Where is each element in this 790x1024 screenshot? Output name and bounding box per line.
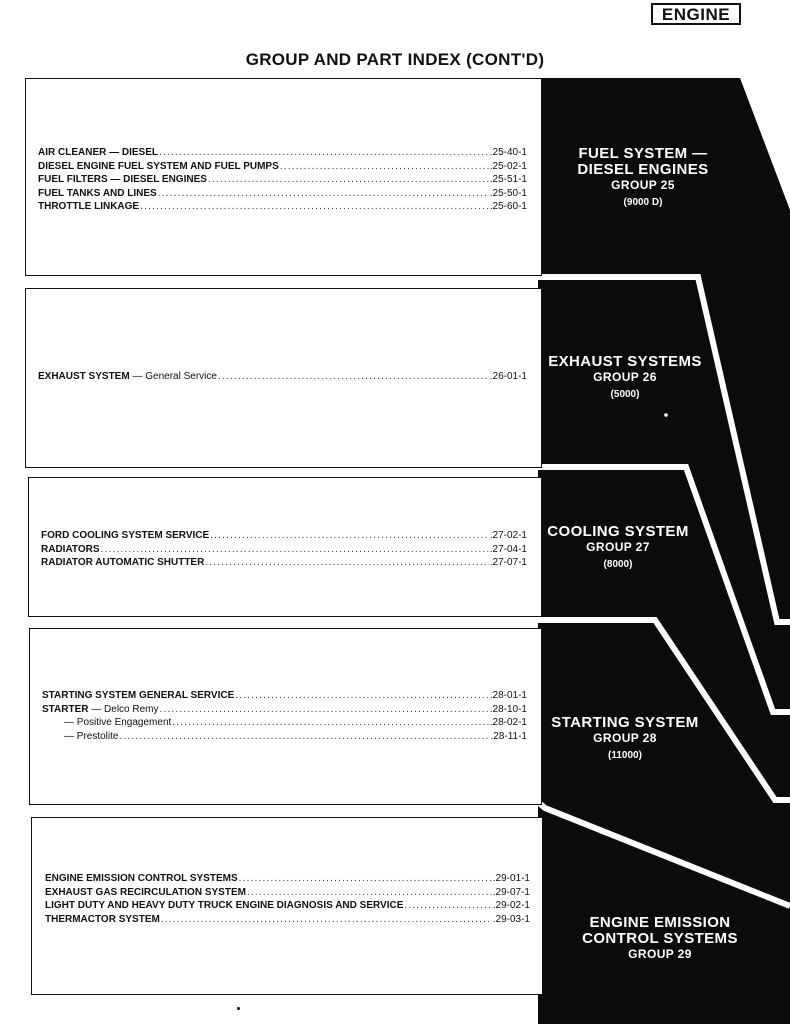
page-title: GROUP AND PART INDEX (CONT'D) (245, 50, 545, 69)
group-code: (11000) (608, 750, 642, 761)
group-label-emission[interactable] (570, 915, 750, 962)
group-title: CONTROL SYSTEMS (582, 930, 738, 947)
entry-label: FUEL TANKS AND LINES (38, 187, 157, 199)
index-entry[interactable] (41, 529, 527, 543)
entry-page: .27-02-1 (489, 530, 527, 541)
entry-label: STARTING SYSTEM GENERAL SERVICE (42, 690, 235, 701)
index-entry[interactable] (38, 370, 527, 384)
index-entry[interactable] (41, 543, 527, 557)
index-entry[interactable] (38, 160, 527, 174)
entry-page: .25-51-1 (489, 174, 527, 185)
section-tag: ENGINE (651, 3, 741, 25)
entry-label: DIESEL ENGINE FUEL SYSTEM AND FUEL PUMPS (38, 160, 279, 172)
print-speck (237, 1007, 240, 1010)
entry-label: ENGINE EMISSION CONTROL SYSTEMS (45, 873, 238, 884)
entry-page: .29-03-1 (492, 913, 530, 925)
index-entry[interactable] (45, 899, 530, 913)
entry-page: .25-02-1 (489, 160, 527, 172)
index-entry[interactable] (41, 556, 527, 570)
entry-label: FORD COOLING SYSTEM SERVICE (41, 530, 210, 541)
entry-page: .28-02-1 (489, 717, 527, 728)
group-title: STARTING SYSTEM (551, 714, 699, 731)
entry-list (30, 689, 541, 743)
entry-label: RADIATOR AUTOMATIC SHUTTER (41, 557, 205, 568)
group-title: EXHAUST SYSTEMS (548, 353, 702, 370)
index-entry[interactable] (45, 913, 530, 927)
index-entry[interactable] (42, 703, 527, 717)
entry-list (26, 370, 541, 384)
entry-page: .27-04-1 (489, 543, 527, 555)
entry-list (26, 146, 541, 214)
entry-label: RADIATORS (41, 543, 100, 555)
group-label-exhaust[interactable] (535, 354, 715, 402)
group-number: GROUP 29 (628, 947, 692, 961)
entry-label: EXHAUST GAS RECIRCULATION SYSTEM (45, 886, 246, 898)
group-code: (5000) (610, 389, 640, 400)
group-title: ENGINE EMISSION (589, 914, 731, 931)
entry-list (32, 872, 542, 926)
panel-starting-system (29, 628, 542, 805)
index-entry[interactable] (42, 716, 527, 730)
index-entry[interactable] (38, 187, 527, 201)
group-label-fuel[interactable] (553, 146, 733, 210)
panel-cooling-system (28, 477, 542, 617)
panel-exhaust-systems (25, 288, 542, 468)
entry-page: .28-11-1 (490, 730, 527, 742)
panel-fuel-system (25, 78, 542, 276)
group-title: COOLING SYSTEM (547, 523, 689, 540)
group-number: GROUP 27 (586, 540, 650, 554)
entry-page: .29-01-1 (492, 873, 530, 884)
group-number: GROUP 28 (593, 731, 657, 745)
group-number: GROUP 26 (593, 370, 657, 384)
index-entry[interactable] (42, 730, 527, 744)
entry-label: FUEL FILTERS — DIESEL ENGINES (38, 174, 207, 185)
group-title: DIESEL ENGINES (577, 161, 709, 178)
entry-page: .29-07-1 (492, 886, 530, 898)
entry-page: .28-10-1 (489, 703, 527, 715)
group-label-cooling[interactable] (528, 524, 708, 572)
entry-page: .25-60-1 (489, 201, 527, 212)
entry-list (29, 529, 541, 570)
entry-page: .25-50-1 (489, 187, 527, 199)
group-title: FUEL SYSTEM — (578, 145, 708, 162)
index-entry[interactable] (38, 146, 527, 160)
entry-label: — Positive Engagement (64, 717, 172, 728)
panel-engine-emission (31, 817, 543, 995)
entry-page: .29-02-1 (492, 900, 530, 911)
entry-label: — Prestolite (64, 730, 119, 742)
group-number: GROUP 25 (611, 178, 675, 192)
index-entry[interactable] (45, 886, 530, 900)
entry-page: .25-40-1 (489, 147, 527, 158)
entry-label: EXHAUST SYSTEM — General Service (38, 371, 217, 382)
entry-label: THERMACTOR SYSTEM (45, 913, 160, 925)
entry-page: .27-07-1 (489, 557, 527, 568)
entry-label: LIGHT DUTY AND HEAVY DUTY TRUCK ENGINE DIAGNOSIS AND SERVICE (45, 900, 404, 911)
entry-page: .28-01-1 (489, 690, 527, 701)
group-code: (8000) (603, 559, 633, 570)
index-entry[interactable] (38, 200, 527, 214)
entry-page: .26-01-1 (489, 371, 527, 382)
group-code: (9000 D) (623, 197, 663, 208)
index-entry[interactable] (45, 872, 530, 886)
entry-label: THROTTLE LINKAGE (38, 201, 140, 212)
group-label-starting[interactable] (535, 715, 715, 763)
entry-label: STARTER — Delco Remy (42, 703, 159, 715)
entry-label: AIR CLEANER — DIESEL (38, 147, 159, 158)
index-entry[interactable] (42, 689, 527, 703)
index-entry[interactable] (38, 173, 527, 187)
